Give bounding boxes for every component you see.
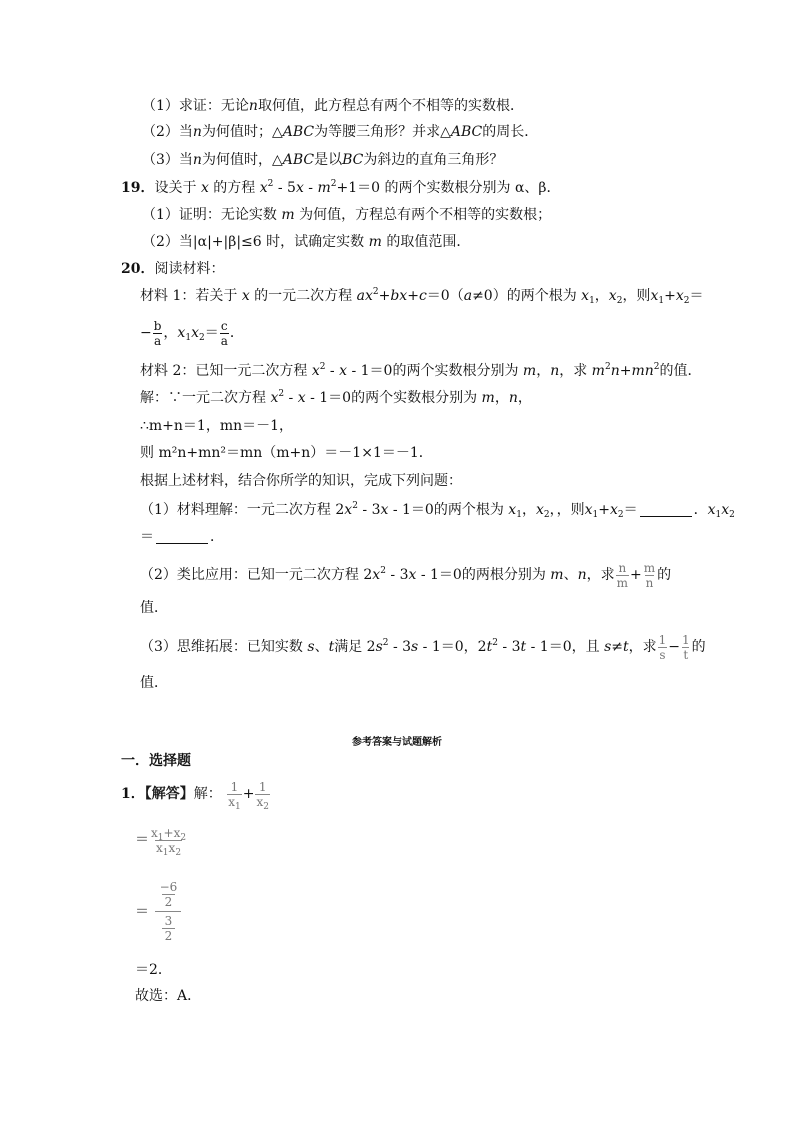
answer-1-line1: 1．【解答】解： $\frac{1}{x_1}$ + $\frac{1}{x_2}$ — [121, 779, 269, 812]
q19-stem: 19．设关于 x 的方程 $x^2 - 5x - m^2+1=0$ 的两个实数根分别为 α、β． — [121, 179, 561, 196]
answer-1-line2: ＝ $\frac{x_1+x_2}{x_1x_2}$ — [135, 825, 187, 858]
fraction-1-over-x2: $\frac{1}{x_2}$ — [256, 779, 269, 812]
section-heading: 一．选择题 — [121, 753, 191, 769]
q20-stem: 20．阅读材料： — [121, 261, 225, 277]
q19-equation: $x^2 - 5x - m^2$ — [259, 179, 337, 196]
q20-material1: 材料 1：若关于 x 的一元二次方程 $ax^2+bx+c=0(a\ne 0)$的两个根为 $x_1$，$x_2$，则$x_1+x_2=$ — [140, 287, 704, 306]
fraction-b-over-a: $\frac{b}{a}$ — [153, 318, 162, 348]
fraction-1-over-s: $\frac{1}{s}$ — [658, 632, 667, 662]
q20-material1-formulas: − $\frac{b}{a}$ ，$x_1x_2=$ $\frac{c}{a}$ ． — [140, 318, 244, 348]
q19-part1: （1）证明：无论实数 m 为何值，方程总有两个不相等的实数根； — [142, 207, 552, 223]
q20-instruction: 根据上述材料，结合你所学的知识，完成下列问题： — [140, 473, 462, 489]
answers-title: 参考答案与试题解析 — [352, 737, 442, 748]
q20-material2: 材料 2：已知一元二次方程 $x^2 - x - 1=0$的两个实数根分别为 m，n，求 $m^2n+mn^2$的值． — [140, 362, 702, 379]
fraction-m-over-n: $\frac{m}{n}$ — [643, 560, 656, 590]
answer-blank-product[interactable] — [156, 529, 208, 544]
answer-blank-sum[interactable] — [640, 502, 692, 517]
fraction-1-over-t: $\frac{1}{t}$ — [682, 632, 690, 662]
q20-part2: （2）类比应用：已知一元二次方程 $2x^2 - 3x - 1=0$的两根分别为 m、n，求 $\frac{n}{m}$ + $\frac{m}{n}$ 的 — [140, 560, 672, 590]
compound-fraction: −6 2 3 2 — [155, 880, 181, 943]
answer-1-line3: ＝ −6 2 3 2 — [135, 880, 181, 943]
q20-solution-line1: 解：∵一元二次方程 $x^2 - x - 1=0$的两个实数根分别为 m，n， — [140, 389, 532, 406]
q20-part3: （3）思维拓展：已知实数 s、t满足 $2s^2 - 3s - 1=0$，$2t^2 - 3t - 1=0$，且 s≠t，求 $\frac{1}{s}$ − $\frac{1}{t}$ 的 — [140, 632, 706, 662]
q20-part3-cont: 值． — [140, 675, 168, 691]
q18-part2: （2）当n为何值时；△ABC为等腰三角形？并求△ABC的周长． — [142, 124, 539, 140]
q18-part1: （1）求证：无论n取何值，此方程总有两个不相等的实数根． — [142, 98, 524, 114]
q20-part1: （1）材料理解：一元二次方程 $2x^2 - 3x - 1=0$的两个根为 $x_1$，$x_2$，，则$x_1+x_2=$ ．$x_1x_2$ — [140, 501, 735, 520]
fraction-1-over-x1: $\frac{1}{x_1}$ — [228, 779, 241, 812]
q20-part1-cont: ＝ ． — [140, 529, 224, 545]
q20-solution-line2: ∴m+n＝1，mn＝－1， — [140, 418, 294, 434]
fraction-c-over-a: $\frac{c}{a}$ — [220, 318, 228, 348]
answer-1-choice: 故选：A． — [135, 988, 202, 1004]
q20-part2-cont: 值． — [140, 600, 168, 616]
material1-equation: $ax^2+bx+c=0(a\ne 0)$ — [356, 287, 507, 304]
fraction-sum-over-product: $\frac{x_1+x_2}{x_1x_2}$ — [151, 825, 187, 858]
fraction-n-over-m: $\frac{n}{m}$ — [616, 560, 628, 590]
q19-part2: （2）当|α|+|β|≤6 时，试确定实数 m 的取值范围． — [142, 234, 471, 250]
q20-solution-line3: 则 m²n+mn²＝mn（m+n）＝－1×1＝－1． — [140, 445, 433, 461]
q18-part3: （3）当n为何值时，△ABC是以BC为斜边的直角三角形？ — [142, 152, 504, 168]
answer-1-result: ＝2． — [135, 962, 172, 978]
